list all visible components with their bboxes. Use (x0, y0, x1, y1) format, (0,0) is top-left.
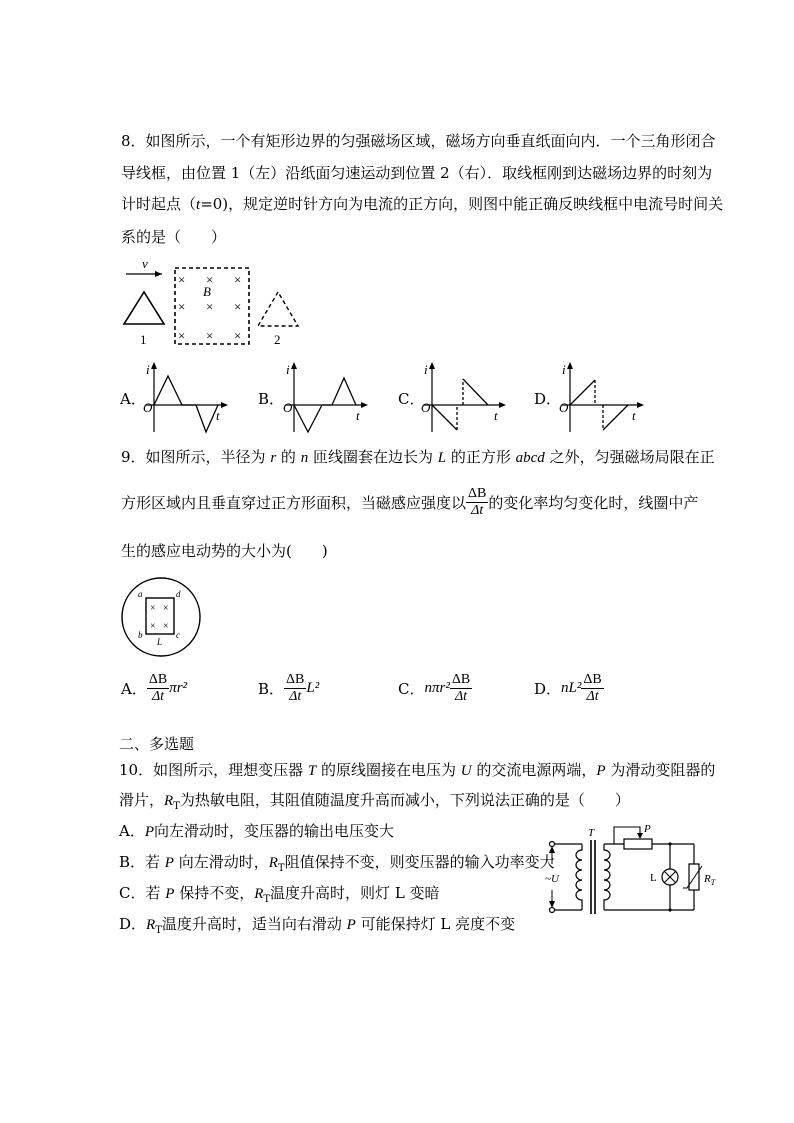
q9-field-crosses (150, 603, 169, 632)
q8-line2: 导线框，由位置 1（左）沿纸面匀速运动到位置 2（右）．取线框刚到达磁场边界的时刻为 (121, 163, 713, 182)
q9-line1: 9．如图所示，半径为 r 的 n 匝线圈套在边长为 L 的正方形 abcd 之外，匀强磁场局限在正 (121, 448, 715, 466)
q10-figure (540, 822, 730, 920)
svg-text:O: O (283, 400, 293, 415)
svg-text:i: i (146, 362, 150, 377)
q10-lamp-label: L (650, 872, 657, 884)
q8-line3 (121, 189, 723, 222)
q9-option-c: C． nπr² $\frac{\Delta B}{\Delta t}$ (398, 671, 471, 704)
svg-text:t: t (632, 408, 636, 423)
svg-text:O: O (143, 400, 153, 415)
q8-field-crosses (178, 272, 241, 343)
q10-transformer-label: T (588, 827, 595, 839)
q10-slider-p (637, 833, 643, 839)
svg-text:×: × (206, 272, 214, 287)
q8-text (121, 126, 723, 253)
q10-thermistor-label: $R_T$ (704, 873, 716, 887)
q8-option-a-curve (154, 376, 218, 432)
q10-option-d: D．$R_T$温度升高时，适当向右滑动 P 可能保持灯 L 亮度不变 (119, 915, 516, 936)
q10-primary-coil (576, 844, 582, 910)
svg-text:c: c (176, 630, 180, 640)
q10-terminal-top (550, 842, 555, 847)
q8-triangle-pos1 (124, 292, 164, 324)
q8-option-d-graph (558, 362, 648, 436)
q8-arrow-head (155, 271, 162, 277)
svg-text:O: O (421, 400, 431, 415)
svg-text:×: × (163, 603, 169, 614)
q8-triangle-pos2 (258, 292, 298, 326)
q8-velocity-label: v (142, 256, 148, 271)
q9-line2: 方形区域内且垂直穿过正方形面积，当磁感应强度以 $\frac{\Delta B}{\Delta t}$ 的变化率均匀变化时，线圈中产 (121, 485, 699, 518)
svg-text:O: O (559, 400, 569, 415)
q10-rheostat (624, 839, 652, 849)
section-title-multi-choice: 二、多选题 (119, 735, 195, 753)
svg-text:×: × (206, 328, 214, 343)
q8-field-label: B (203, 284, 211, 299)
svg-text:b: b (138, 630, 143, 640)
svg-text:×: × (206, 299, 214, 314)
q8-option-b-graph (282, 362, 372, 436)
svg-text:×: × (178, 299, 186, 314)
q10-slider-label: P (644, 823, 651, 835)
svg-text:×: × (234, 299, 242, 314)
q8-line3-t: t (196, 197, 201, 213)
svg-text:×: × (163, 621, 169, 632)
q10-source-label: ~U (545, 873, 559, 885)
svg-text:d: d (176, 589, 181, 599)
svg-text:×: × (178, 328, 186, 343)
q8-option-b-label: B． (258, 390, 285, 408)
svg-text:i: i (286, 362, 290, 377)
q10-option-b: B．若 P 向左滑动时，$R_T$阻值保持不变，则变压器的输入功率变大 (119, 853, 555, 874)
q8-line3-pre: 计时起点（ (121, 195, 197, 213)
svg-text:t: t (356, 408, 360, 423)
q10-slider-wire (614, 827, 640, 844)
svg-text:×: × (178, 272, 186, 287)
q9-option-d: D． nL² $\frac{\Delta B}{\Delta t}$ (534, 671, 602, 704)
svg-text:a: a (138, 589, 143, 599)
q8-line1: 8．如图所示，一个有矩形边界的匀强磁场区域，磁场方向垂直纸面向内．一个三角形闭合 (121, 132, 716, 150)
q10-option-a: A．P向左滑动时，变压器的输出电压变大 (119, 822, 395, 840)
q10-secondary-coil (604, 844, 610, 910)
svg-text:×: × (234, 328, 242, 343)
q8-option-a-label: A． (120, 390, 146, 408)
q9-fraction: $\frac{\Delta B}{\Delta t}$ (468, 485, 487, 518)
q9-figure (120, 576, 202, 658)
q10-line1: 10．如图所示，理想变压器 T 的原线圈接在电压为 U 的交流电源两端，P 为滑动变阻器的 (119, 761, 716, 779)
svg-text:i: i (424, 362, 428, 377)
q8-line4: 系的是（ ） (121, 227, 227, 246)
svg-text:L: L (157, 637, 163, 647)
q8-line3-post: =0)，规定逆时针方向为电流的正方向，则图中能正确反映线框中电流号时间关 (200, 195, 724, 213)
q8-pos1-label: 1 (140, 332, 147, 347)
svg-text:t: t (494, 408, 498, 423)
q8-option-a-graph (142, 362, 232, 436)
q10-line2: 滑片，$R_T$为热敏电阻，其阻值随温度升高而减小，下列说法正确的是（ ） (119, 791, 630, 812)
q10-terminal-bottom (550, 908, 555, 913)
svg-text:×: × (150, 603, 156, 614)
svg-text:×: × (150, 621, 156, 632)
q8-pos2-label: 2 (274, 332, 281, 347)
q8-figure (118, 256, 308, 348)
q10-option-c: C．若 P 保持不变，$R_T$温度升高时，则灯 L 变暗 (119, 884, 440, 905)
q9-line3: 生的感应电动势的大小为( ) (121, 542, 328, 560)
q8-option-d-label: D． (534, 390, 562, 408)
svg-text:t: t (216, 408, 220, 423)
svg-text:×: × (234, 272, 242, 287)
svg-text:i: i (562, 362, 566, 377)
q8-option-c-graph (420, 362, 510, 436)
q9-option-a: A． $\frac{\Delta B}{\Delta t}$ πr² (121, 671, 188, 704)
q9-option-b: B． $\frac{\Delta B}{\Delta t}$ L² (258, 671, 320, 704)
q8-option-c-label: C． (398, 390, 425, 408)
